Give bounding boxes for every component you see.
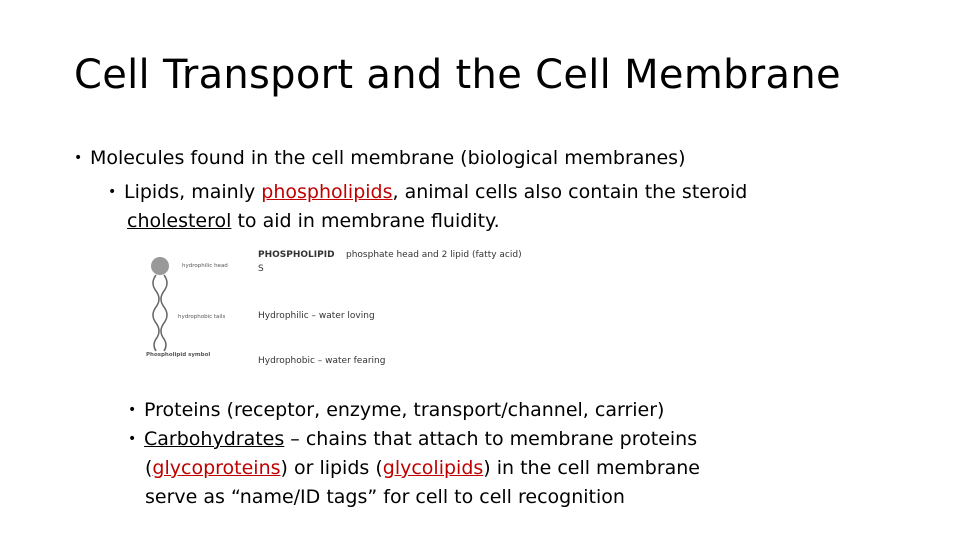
slide-title: Cell Transport and the Cell Membrane [74,52,841,98]
carbohydrates-text-end: ) in the cell membrane [483,457,700,479]
phospholipid-figure [140,246,540,372]
carbohydrates-text: – chains that attach to membrane proteins [284,428,698,450]
bullet-group-proteins-carbs [128,396,848,512]
phosphate-head-icon [151,257,169,275]
term-carbohydrates: Carbohydrates [144,428,285,450]
bullet-proteins-text: Proteins (receptor, enzyme, transport/channel, carrier) [144,399,665,421]
bullet-lipids-text: Lipids, mainly [124,181,262,203]
bullet-dot: • [128,402,137,418]
link-glycolipids[interactable]: glycolipids [382,457,484,479]
label-phospholipid-symbol: Phospholipid symbol [146,352,211,358]
bullet-lipids [108,178,868,236]
label-hydrophobic-tails: hydrophobic tails [178,314,226,320]
bullet-carbohydrates [128,425,848,512]
figure-heading-cont: S [258,264,264,274]
bullet-dot: • [108,184,117,200]
figure-hydrophilic: Hydrophilic – water loving [258,311,375,321]
figure-heading: PHOSPHOLIPID [258,250,335,260]
fatty-acid-tail-icon [161,275,167,351]
carbohydrates-text-mid: ) or lipids ( [280,457,383,479]
bullet-lipids-text-end: to aid in membrane fluidity. [231,210,500,232]
figure-description: phosphate head and 2 lipid (fatty acid) [346,250,522,260]
paren-open: ( [145,457,153,479]
bullet-molecules [74,147,685,169]
term-cholesterol: cholesterol [127,210,232,232]
label-hydrophilic-head: hydrophilic head [182,263,228,269]
fatty-acid-tail-icon [153,275,159,351]
link-phospholipids[interactable]: phospholipids [261,181,393,203]
link-glycoproteins[interactable]: glycoproteins [152,457,281,479]
bullet-lipids-text-mid: , animal cells also contain the steroid [392,181,748,203]
bullet-dot: • [128,431,137,447]
figure-hydrophobic: Hydrophobic – water fearing [258,356,386,366]
bullet-molecules-text: Molecules found in the cell membrane (biological membranes) [90,147,686,169]
bullet-dot: • [74,150,83,166]
bullet-proteins [128,396,848,425]
carbohydrates-line3: serve as “name/ID tags” for cell to cell recognition [145,486,625,508]
